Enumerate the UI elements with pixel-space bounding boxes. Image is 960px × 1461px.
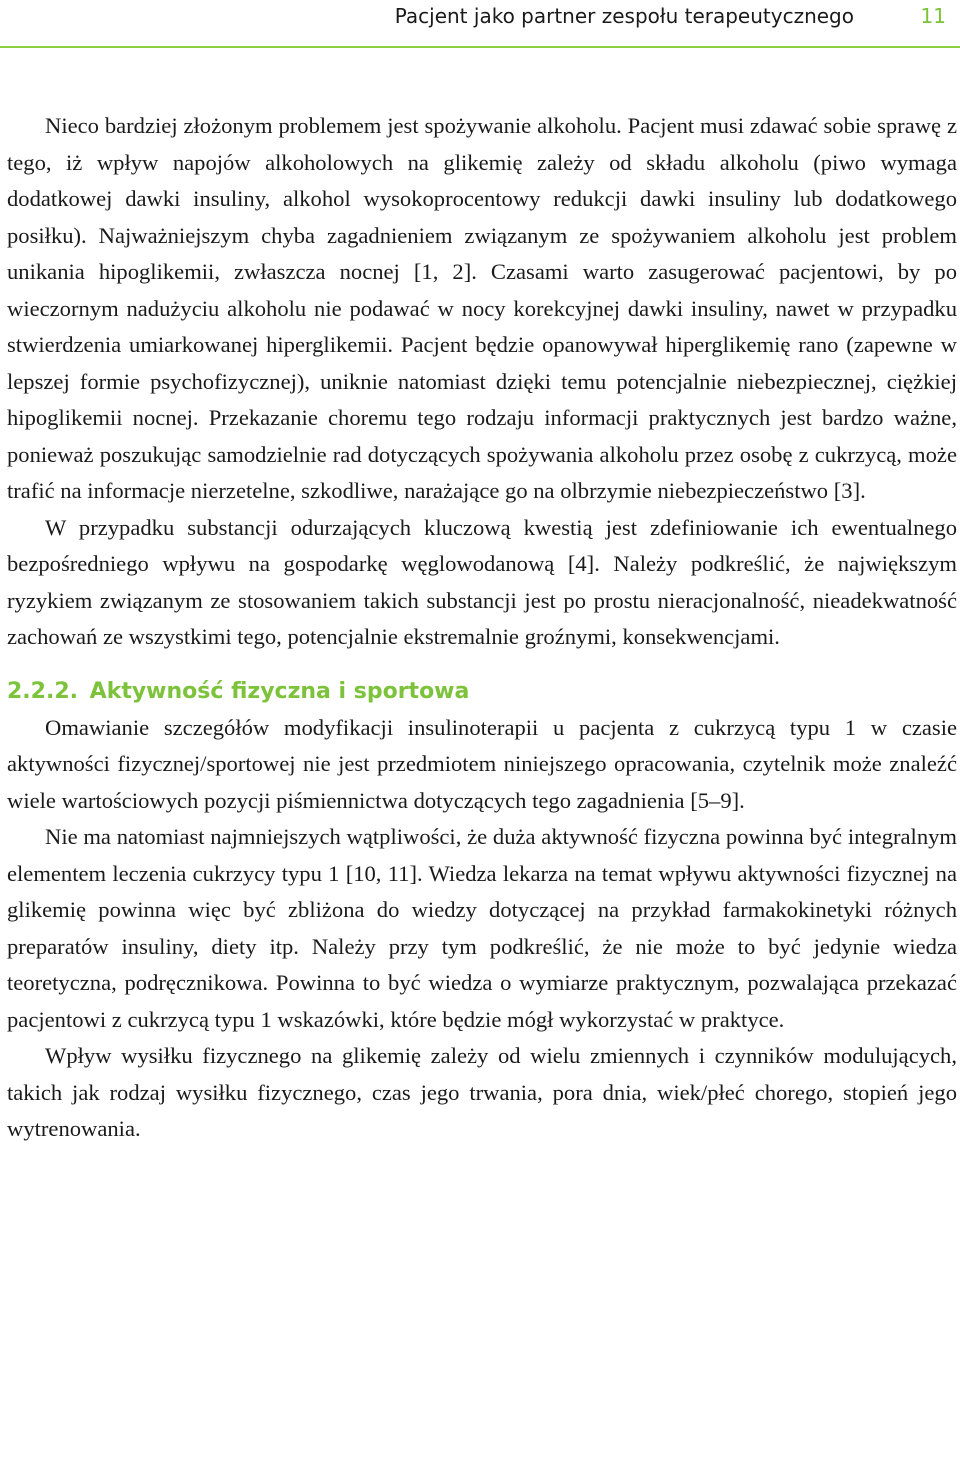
paragraph-substances: W przypadku substancji odurzających kluczową kwestią jest zdefiniowanie ich ewentualnego bezpośredniego wpływu na gospodarkę węglowodanową [4]. Należy podkreślić, że największym ryzykiem związanym ze stosowaniem takich substancji jest po prostu nieracjonalność, nieadekwatność zachowań ze wszystkimi tego, potencjalnie ekstremalnie groźnymi, konsekwencjami.: [7, 514, 957, 649]
page-number: 11: [920, 4, 946, 28]
paragraph-physical-activity: Nie ma natomiast najmniejszych wątpliwości, że duża aktywność fizyczna powinna być integralnym elementem leczenia cukrzycy typu 1 [10, 11]. Wiedza lekarza na temat wpływu aktywności fizycznej na glikemię powinna więc być zbliżona do wiedzy dotyczącej na przykład farmakokinetyki różnych preparatów insuliny, diety itp. Należy przy tym podkreślić, że nie może to być jedynie wiedza teoretyczna, podręcznikowa. Powinna to być wiedza o wymiarze praktycznym, pozwalająca przekazać pacjentowi z cukrzycą typu 1 wskazówki, które będzie mógł wykorzystać w praktyce.: [7, 824, 957, 1032]
paragraph-insulin-therapy: Omawianie szczegółów modyfikacji insulinoterapii u pacjenta z cukrzycą typu 1 w czasie aktywności fizycznej/sportowej nie jest przedmiotem niniejszego opracowania, czytelnik może znaleźć wiele wartościowych pozycji piśmiennictwa dotyczących tego zagadnienia [5–9].: [7, 714, 957, 813]
body-text: [7, 108, 957, 1148]
paragraph-exercise-effect: Wpływ wysiłku fizycznego na glikemię zależy od wielu zmiennych i czynników modulujących, takich jak rodzaj wysiłku fizycznego, czas jego trwania, pora dnia, wiek/płeć chorego, stopień jego wytrenowania.: [7, 1043, 957, 1141]
section-number: 2.2.2.: [7, 678, 78, 704]
section-heading: [7, 674, 957, 710]
running-header: [0, 0, 960, 48]
paragraph-alcohol: Nieco bardziej złożonym problemem jest spożywanie alkoholu. Pacjent musi zdawać sobie sprawę z tego, iż wpływ napojów alkoholowych na glikemię zależy od składu alkoholu (piwo wymaga dodatkowej dawki insuliny, alkohol wysokoprocentowy redukcji dawki insuliny lub dodatkowego posiłku). Najważniejszym chyba zagadnieniem związanym ze spożywaniem alkoholu jest problem unikania hipoglikemii, zwłaszcza nocnej [1, 2]. Czasami warto zasugerować pacjentowi, by po wieczornym nadużyciu alkoholu nie podawać w nocy korekcyjnej dawki insuliny, nawet w przypadku stwierdzenia umiarkowanej hiperglikemii. Pacjent będzie opanowywał hiperglikemię rano (zapewne w lepszej formie psychofizycznej), uniknie natomiast dzięki temu potencjalnie niebezpiecznej, ciężkiej hipoglikemii nocnej. Przekazanie choremu tego rodzaju informacji praktycznych jest bardzo ważne, ponieważ poszukując samodzielnie rad dotyczących spożywania alkoholu przez osobę z cukrzycą, może trafić na informacje nierzetelne, szkodliwe, narażające go na olbrzymie niebezpieczeństwo [3].: [7, 113, 957, 503]
section-title: Aktywność fizyczna i sportowa: [89, 678, 470, 704]
running-title: Pacjent jako partner zespołu terapeutycznego: [394, 4, 854, 28]
